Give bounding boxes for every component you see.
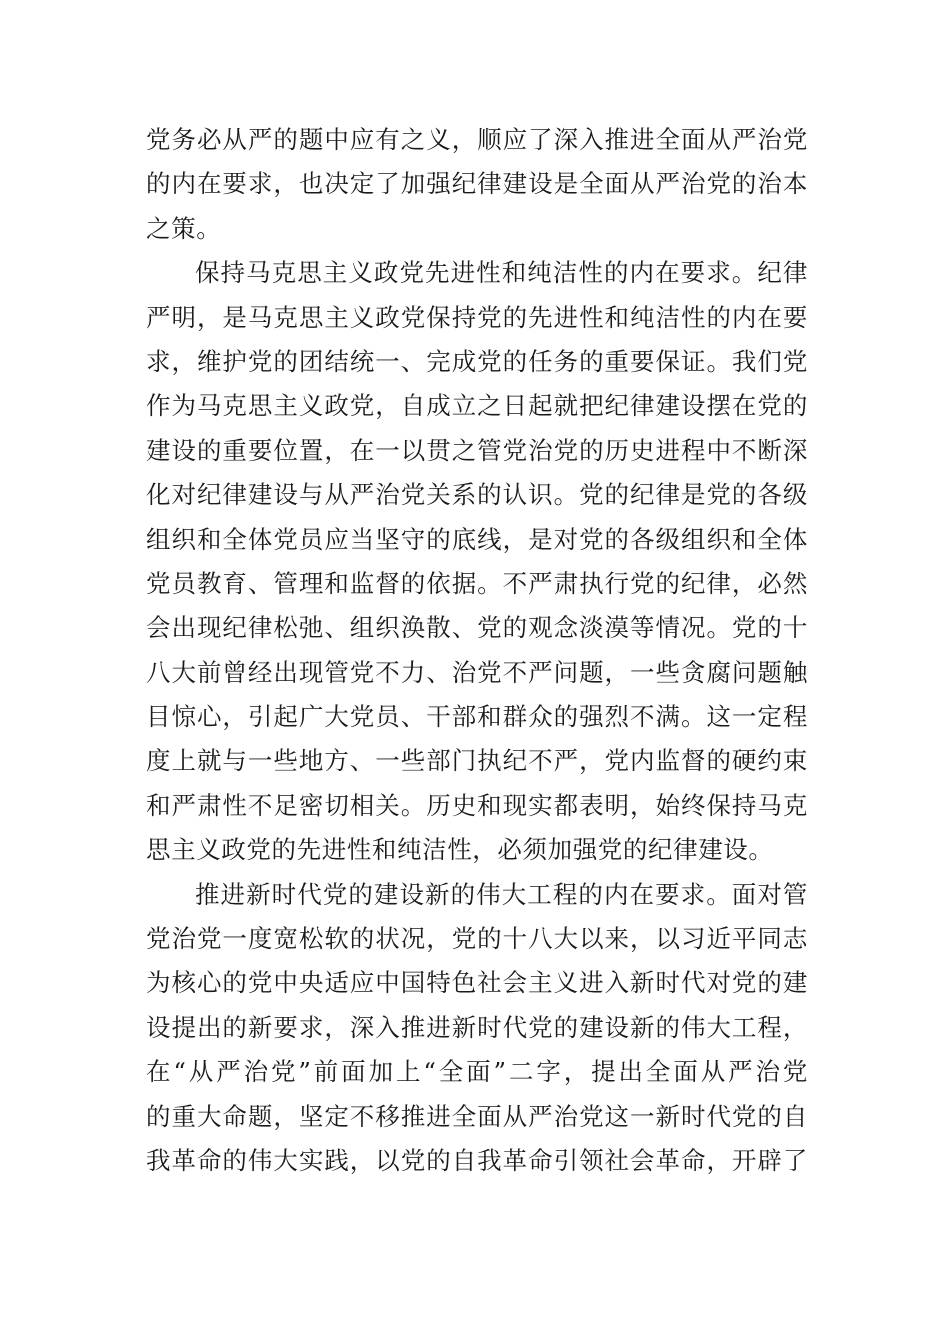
text-line: 保持马克思主义政党先进性和纯洁性的内在要求。纪律 bbox=[195, 258, 808, 288]
text-line: 求，维护党的团结统一、完成党的任务的重要保证。我们党 bbox=[146, 346, 808, 376]
text-line: 党治党一度宽松软的状况，党的十八大以来，以习近平同志 bbox=[146, 924, 808, 954]
text-line: 目惊心，引起广大党员、干部和群众的强烈不满。这一定程 bbox=[146, 702, 808, 732]
document-body bbox=[146, 118, 808, 1183]
text-line: 和严肃性不足密切相关。历史和现实都表明，始终保持马克 bbox=[146, 790, 808, 820]
text-line: 党员教育、管理和监督的依据。不严肃执行党的纪律，必然 bbox=[146, 568, 808, 598]
text-line: 严明，是马克思主义政党保持党的先进性和纯洁性的内在要 bbox=[146, 302, 808, 332]
text-line: 度上就与一些地方、一些部门执纪不严，党内监督的硬约束 bbox=[146, 746, 808, 776]
text-line: 组织和全体党员应当坚守的底线，是对党的各级组织和全体 bbox=[146, 524, 808, 554]
text-line: 设提出的新要求，深入推进新时代党的建设新的伟大工程， bbox=[146, 1012, 808, 1042]
text-line: 推进新时代党的建设新的伟大工程的内在要求。面对管 bbox=[195, 879, 808, 909]
text-line: 思主义政党的先进性和纯洁性，必须加强党的纪律建设。 bbox=[146, 835, 774, 865]
text-line: 作为马克思主义政党，自成立之日起就把纪律建设摆在党的 bbox=[146, 391, 808, 421]
text-line: 会出现纪律松弛、组织涣散、党的观念淡漠等情况。党的十 bbox=[146, 613, 808, 643]
paragraph bbox=[146, 118, 808, 251]
text-line: 建设的重要位置，在一以贯之管党治党的历史进程中不断深 bbox=[146, 435, 808, 465]
text-line: 化对纪律建设与从严治党关系的认识。党的纪律是党的各级 bbox=[146, 480, 808, 510]
text-line: 的内在要求，也决定了加强纪律建设是全面从严治党的治本 bbox=[146, 169, 808, 199]
text-line: 在“从严治党”前面加上“全面”二字，提出全面从严治党 bbox=[146, 1057, 808, 1087]
paragraph bbox=[146, 873, 808, 1184]
text-line: 的重大命题，坚定不移推进全面从严治党这一新时代党的自 bbox=[146, 1101, 808, 1131]
text-line: 之策。 bbox=[146, 213, 222, 243]
text-line: 为核心的党中央适应中国特色社会主义进入新时代对党的建 bbox=[146, 968, 808, 998]
text-line: 八大前曾经出现管党不力、治党不严问题，一些贪腐问题触 bbox=[146, 657, 808, 687]
text-line: 我革命的伟大实践，以党的自我革命引领社会革命，开辟了 bbox=[146, 1145, 808, 1175]
text-line: 党务必从严的题中应有之义，顺应了深入推进全面从严治党 bbox=[146, 125, 808, 154]
paragraph bbox=[146, 251, 808, 872]
